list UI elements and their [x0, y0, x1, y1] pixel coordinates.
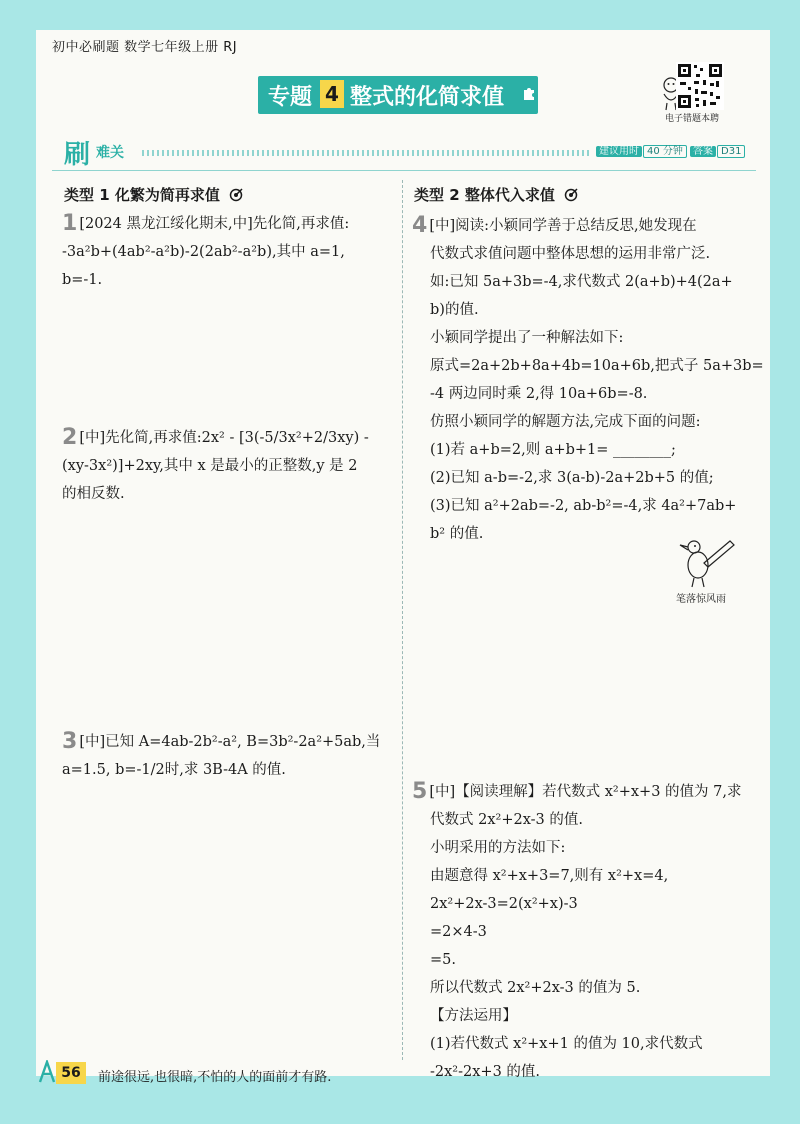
target-icon	[564, 188, 578, 202]
problem-3-number: 3	[62, 729, 78, 754]
problem-3	[62, 728, 396, 784]
problem-4	[412, 212, 764, 548]
problem-4-line-10	[412, 464, 760, 492]
problem-text: -4 两边同时乘 2,得 10a+6b=-8.	[430, 386, 648, 402]
problem-text: 所以代数式 2x²+2x-3 的值为 5.	[430, 980, 641, 996]
qr-code-icon[interactable]	[676, 62, 724, 110]
problem-text: [中]已知 A=4ab-2b²-a², B=3b²-2a²+5ab,当	[79, 734, 381, 750]
problem-1-line-1	[62, 210, 396, 238]
problem-text: 2x²+2x-3=2(x²+x)-3	[430, 896, 578, 912]
problem-text: 小颖同学提出了一种解法如下:	[430, 330, 624, 346]
answer-tag-key: 答案	[690, 146, 716, 157]
footer-quote: 前途很远,也很暗,不怕的人的面前才有路.	[98, 1070, 332, 1085]
page-number: 56	[56, 1062, 86, 1084]
problem-4-line-2	[412, 240, 760, 268]
problem-5-line-3	[412, 834, 760, 862]
problem-4-line-9	[412, 436, 760, 464]
problem-2	[62, 424, 396, 508]
problem-4-line-5	[412, 324, 760, 352]
problem-1-line-2	[62, 238, 396, 266]
problem-4-line-7	[412, 380, 760, 408]
title-number: 4	[320, 80, 344, 108]
type-2-title: 类型 2 整体代入求值	[414, 186, 555, 204]
problem-text: 原式=2a+2b+8a+4b=10a+6b,把式子 5a+3b=	[430, 358, 764, 374]
problem-text: 如:已知 5a+3b=-4,求代数式 2(a+b)+4(2a+	[430, 274, 733, 290]
running-header: 初中必刷题 数学七年级上册 RJ	[52, 40, 238, 55]
illustration-caption: 笔落惊风雨	[676, 594, 726, 605]
problem-text: (1)若 a+b=2,则 a+b+1= ________;	[430, 442, 676, 458]
answer-tag-value: D31	[717, 145, 745, 158]
type-1-heading	[64, 184, 243, 205]
problem-text: [2024 黑龙江绥化期末,中]先化简,再求值:	[79, 216, 350, 232]
problem-text: -3a²b+(4ab²-a²b)-2(2ab²-a²b),其中 a=1,	[62, 244, 345, 260]
problem-text: b=-1.	[62, 272, 103, 288]
problem-1	[62, 210, 396, 294]
problem-3-line-2	[62, 756, 396, 784]
problem-4-line-1	[412, 212, 760, 240]
problem-text: [中]阅读:小颖同学善于总结反思,她发现在	[429, 218, 697, 234]
section-brush-logo: 刷	[64, 140, 91, 170]
page-title: 整式的化简求值	[350, 85, 505, 110]
problem-text: 【方法运用】	[430, 1008, 517, 1024]
problem-4-line-11	[412, 492, 760, 520]
problem-5-line-5	[412, 890, 760, 918]
problem-text: 的相反数.	[62, 486, 125, 502]
footer-logo-icon	[38, 1060, 56, 1084]
problem-2-line-1	[62, 424, 396, 452]
problem-5-line-4	[412, 862, 760, 890]
problem-text: (1)若代数式 x²+x+1 的值为 10,求代数式	[430, 1036, 703, 1052]
problem-4-line-4	[412, 296, 760, 324]
target-icon	[229, 188, 243, 202]
problem-text: 代数式求值问题中整体思想的运用非常广泛.	[430, 246, 711, 262]
problem-5-line-6	[412, 918, 760, 946]
problem-5-number: 5	[412, 779, 428, 804]
writing-bird-illustration	[674, 535, 744, 591]
problem-1-line-3	[62, 266, 396, 294]
problem-text: 由题意得 x²+x+3=7,则有 x²+x=4,	[430, 868, 669, 884]
problem-5-line-7	[412, 946, 760, 974]
problem-text: [中]先化简,再求值:2x² - [3(-5/3x²+2/3xy) -	[79, 430, 369, 446]
qr-caption: 电子错题本聘	[665, 114, 720, 124]
problem-text: 仿照小颖同学的解题方法,完成下面的问题:	[430, 414, 701, 430]
type-2-heading	[414, 184, 578, 205]
puzzle-icon	[522, 86, 536, 100]
time-tag-key: 建议用时	[596, 146, 642, 157]
title-prefix: 专题	[268, 85, 313, 110]
problem-3-line-1	[62, 728, 396, 756]
section-dash-divider	[142, 150, 592, 156]
problem-2-line-2	[62, 452, 396, 480]
problem-text: (xy-3x²)]+2xy,其中 x 是最小的正整数,y 是 2	[62, 458, 358, 474]
problem-5	[412, 778, 760, 1086]
problem-5-line-10	[412, 1030, 760, 1058]
type-1-title: 类型 1 化繁为简再求值	[64, 186, 220, 204]
time-tag-value: 40 分钟	[643, 145, 687, 158]
problem-4-line-8	[412, 408, 760, 436]
problem-text: 代数式 2x²+2x-3 的值.	[430, 812, 583, 828]
problem-text: [中]【阅读理解】若代数式 x²+x+3 的值为 7,求	[429, 784, 742, 800]
problem-text: b)的值.	[430, 302, 479, 318]
problem-5-line-11	[412, 1058, 760, 1086]
problem-text: =5.	[430, 952, 456, 968]
problem-4-line-6	[412, 352, 764, 380]
problem-5-line-8	[412, 974, 760, 1002]
problem-text: (2)已知 a-b=-2,求 3(a-b)-2a+2b+5 的值;	[430, 470, 714, 486]
problem-4-number: 4	[412, 213, 428, 238]
time-tag	[596, 144, 687, 160]
problem-5-line-9	[412, 1002, 760, 1030]
problem-4-line-3	[412, 268, 760, 296]
problem-text: b² 的值.	[430, 526, 484, 542]
problem-2-line-3	[62, 480, 396, 508]
answer-tag	[690, 144, 745, 160]
problem-text: a=1.5, b=-1/2时,求 3B-4A 的值.	[62, 762, 286, 778]
problem-text: -2x²-2x+3 的值.	[430, 1064, 541, 1080]
problem-text: =2×4-3	[430, 924, 487, 940]
problem-1-number: 1	[62, 211, 78, 236]
problem-text: (3)已知 a²+2ab=-2, ab-b²=-4,求 4a²+7ab+	[430, 498, 737, 514]
section-divider	[52, 170, 756, 171]
problem-2-number: 2	[62, 425, 78, 450]
section-level: 难关	[96, 145, 124, 161]
problem-text: 小明采用的方法如下:	[430, 840, 566, 856]
column-divider	[402, 180, 403, 1060]
problem-5-line-2	[412, 806, 760, 834]
problem-5-line-1	[412, 778, 760, 806]
